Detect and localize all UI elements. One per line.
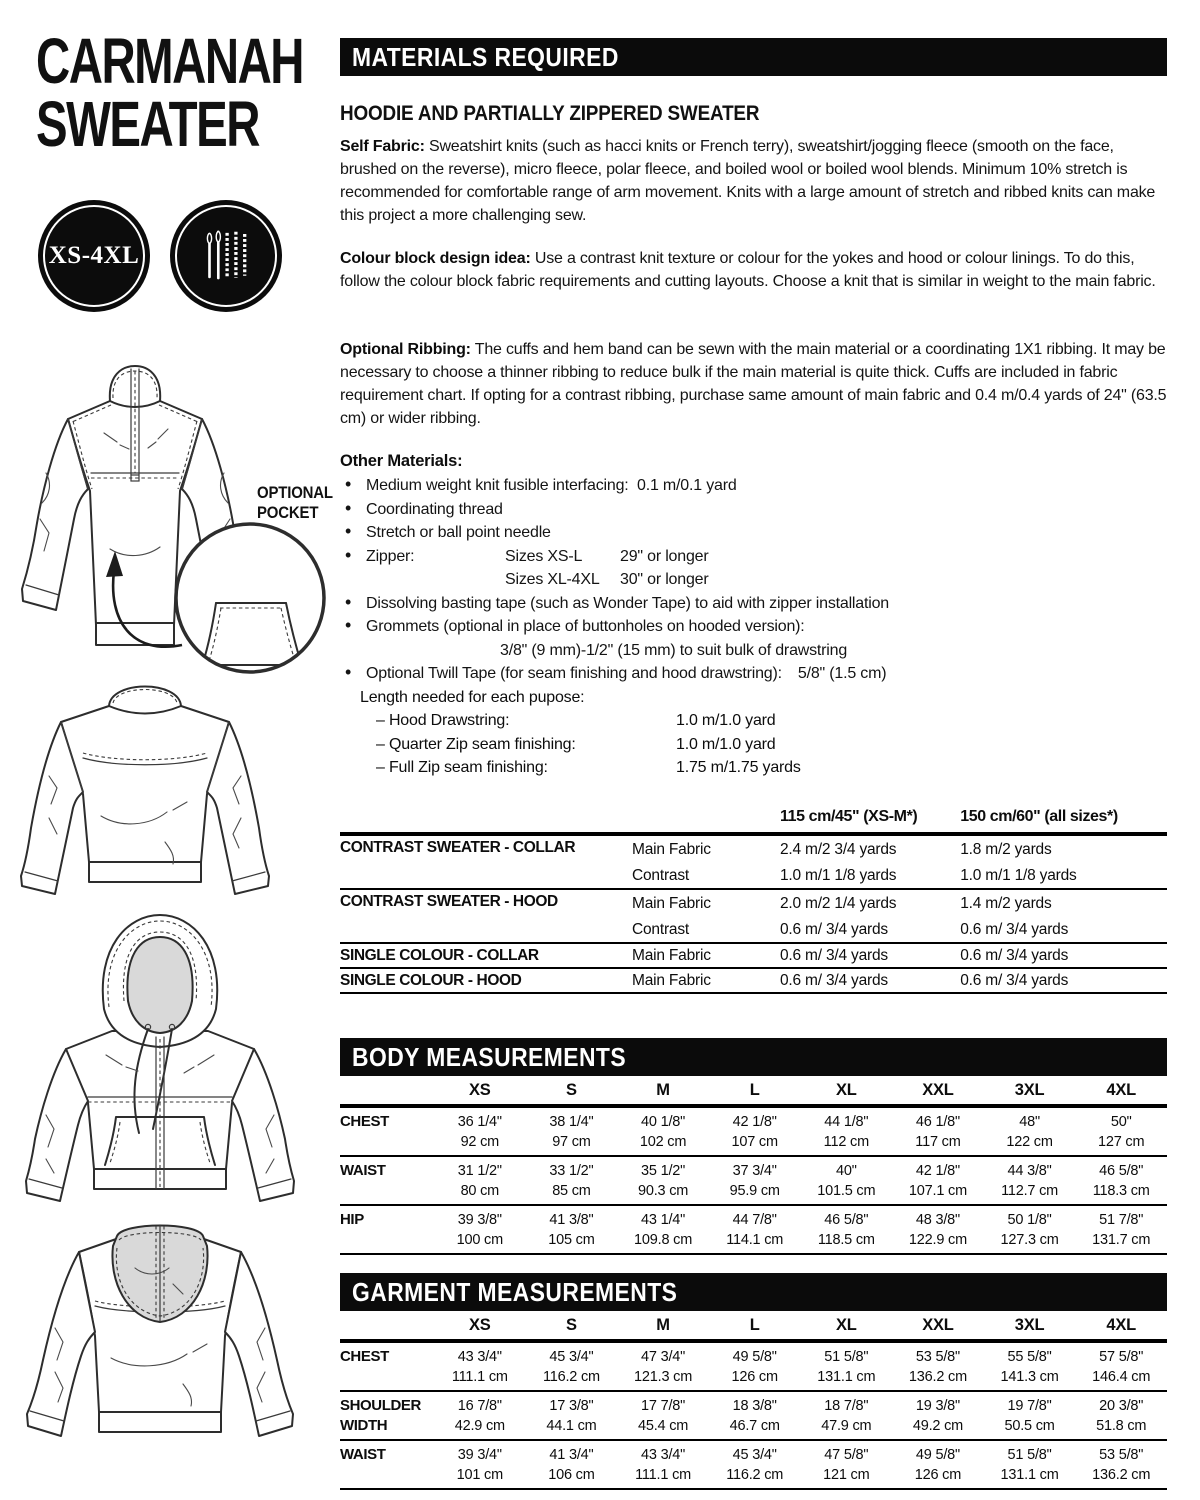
list-item-thread: • Coordinating thread — [340, 498, 1167, 522]
table-row: CONTRAST SWEATER - HOOD Main Fabric 2.0 m/2 1/4 yards 1.4 m/2 yards — [340, 889, 1167, 916]
table-row: SHOULDER WIDTH 16 7/8" 42.9 cm 17 3/8" 44.1 cm 17 7/8" 45.4 cm 18 3/8" 46.7 cm 18 7/8" 47.9 cm 19 3/8" 49.2 cm 19 7/8" 50.5 cm 20 3/8" 51.8 cm — [340, 1391, 1167, 1440]
page-title — [36, 25, 304, 160]
length-note: Length needed for each pupose: — [360, 688, 585, 706]
garment-measurements-table: XS S M L XL XXL 3XL 4XL CHEST 43 3/4" 111.1 cm 45 3/4" 116.2 cm 47 3/4" 121.3 cm 49 5/8" 126 cm 51 5/8" 131.1 cm 53 5/8" 136.2 cm 55 5/8" 141.3 cm 57 5/8" 146.4 cm SHOULDER WIDTH 16 7/8" 42.9 cm 17 3/8" 44.1 cm 17 7/8" 45.4 cm 18 3/8" 46.7 cm 18 7/8" 47.9 cm 19 3/8" 49.2 cm 19 7/8" 50.5 cm 20 3/8" 51.8 cm WAIST 39 3/4" 101 cm 41 3/4" 106 cm 43 3/4" 111.1 cm 45 3/4" 116.2 cm 47 5/8" 121 cm 49 5/8" 126 cm 51 5/8" 131.1 cm 53 5/8" 136.2 cm — [340, 1313, 1167, 1490]
optional-pocket-label: OPTIONAL POCKET — [257, 483, 333, 522]
table-row: CHEST 43 3/4" 111.1 cm 45 3/4" 116.2 cm 47 3/4" 121.3 cm 49 5/8" 126 cm 51 5/8" 131.1 cm 53 5/8" 136.2 cm 55 5/8" 141.3 cm 57 5/8" 146.4 cm — [340, 1341, 1167, 1391]
table-row: SINGLE COLOUR - HOOD Main Fabric 0.6 m/ 3/4 yards 0.6 m/ 3/4 yards — [340, 968, 1167, 993]
body-measurements-header: BODY MEASUREMENTS — [340, 1038, 1167, 1076]
materials-required-header — [340, 38, 1167, 76]
list-item-needle: • Stretch or ball point needle — [340, 521, 1167, 545]
body-measurements-section — [340, 1038, 1167, 1255]
hoodie-back-illustration — [15, 1208, 305, 1453]
materials-required-title: MATERIALS REQUIRED — [352, 41, 619, 72]
sewing-needles-icon — [193, 223, 259, 289]
list-item-interfacing: • Medium weight knit fusible interfacing: 0.1 m/0.1 yard — [340, 474, 1167, 498]
other-materials-heading: Other Materials: — [340, 452, 463, 470]
size-range-label: XS-4XL — [48, 242, 140, 269]
table-row: Contrast 1.0 m/1 1/8 yards 1.0 m/1 1/8 yards — [340, 862, 1167, 889]
size-range-badge — [38, 200, 150, 312]
length-hood-drawstring: – Hood Drawstring: 1.0 m/1.0 yard — [376, 712, 776, 729]
table-row: WAIST 31 1/2" 80 cm 33 1/2" 85 cm 35 1/2" 90.3 cm 37 3/4" 95.9 cm 40" 101.5 cm 42 1/8" 107.1 cm 44 3/8" 112.7 cm 46 5/8" 118.3 cm — [340, 1156, 1167, 1205]
fabric-requirements-section — [340, 808, 1167, 994]
table-row: CONTRAST SWEATER - COLLAR Main Fabric 2.4 m/2 3/4 yards 1.8 m/2 yards — [340, 834, 1167, 862]
self-fabric-paragraph: Self Fabric: Sweatshirt knits (such as hacci knits or French terry), sweatshirt/jogging fleece (smooth on the face, brushed on the reverse), micro fleece, polar fleece, and boiled wool or boiled wool blends. Minimum 10% stretch is recommended for comfortable range of arm movement. Knits with a large amount of stretch and ribbed knits can make this project a more challenging sew. — [340, 138, 1156, 224]
list-item-basting-tape: • Dissolving basting tape (such as Wonder Tape) to aid with zipper installation — [340, 592, 1167, 616]
quarter-zip-back-illustration — [15, 666, 275, 898]
length-full-zip: – Full Zip seam finishing: 1.75 m/1.75 yards — [376, 759, 801, 776]
list-item-grommets: • Grommets (optional in place of buttonholes on hooded version): 3/8" (9 mm)-1/2" (15 mm) to suit bulk of drawstring — [340, 615, 1167, 662]
page-title-line2: SWEATER — [36, 88, 259, 160]
table-row: Contrast 0.6 m/ 3/4 yards 0.6 m/ 3/4 yards — [340, 916, 1167, 943]
fabric-col2-header: 150 cm/60" (all sizes*) — [960, 808, 1167, 834]
badges — [38, 200, 282, 312]
table-row: WAIST 39 3/4" 101 cm 41 3/4" 106 cm 43 3/4" 111.1 cm 45 3/4" 116.2 cm 47 5/8" 121 cm 49 5/8" 126 cm 51 5/8" 131.1 cm 53 5/8" 136.2 cm — [340, 1440, 1167, 1489]
fabric-col1-header: 115 cm/45" (XS-M*) — [780, 808, 960, 834]
table-row: SINGLE COLOUR - COLLAR Main Fabric 0.6 m/ 3/4 yards 0.6 m/ 3/4 yards — [340, 943, 1167, 968]
self-fabric-lead: Self Fabric: — [340, 138, 425, 155]
length-quarter-zip: – Quarter Zip seam finishing: 1.0 m/1.0 yard — [376, 735, 776, 753]
list-item-twill-tape: • Optional Twill Tape (for seam finishing and hood drawstring): 5/8" (1.5 cm) — [340, 662, 1167, 686]
optional-ribbing-paragraph: Optional Ribbing: The cuffs and hem band can be sewn with the main material or a coordinating 1X1 ribbing. It may be necessary to choose a thinner ribbing to reduce bulk if the main material is quite thick. Cuffs are included in fabric requirement chart. If opting for a contrast ribbing, purchase same amount of main fabric and 0.4 m/0.4 yards of 24" (63.5 cm) or wider ribbing. — [340, 341, 1167, 427]
other-materials-list — [340, 474, 1167, 686]
hoodie-front-illustration — [20, 905, 300, 1205]
other-materials-section — [340, 452, 1167, 780]
fabric-requirements-table — [340, 808, 1167, 994]
garment-measurements-header: GARMENT MEASUREMENTS — [340, 1273, 1167, 1311]
table-row: CHEST 36 1/4" 92 cm 38 1/4" 97 cm 40 1/8" 102 cm 42 1/8" 107 cm 44 1/8" 112 cm 46 1/8" 117 cm 48" 122 cm 50" 127 cm — [340, 1106, 1167, 1156]
list-item-zipper: • Zipper: Sizes XS-L 29" or longer Sizes XL-4XL 30" or longer — [340, 545, 1167, 592]
page-title-line1: CARMANAH — [36, 25, 304, 97]
colour-block-lead: Colour block design idea: — [340, 250, 531, 267]
body-measurements-table: XS S M L XL XXL 3XL 4XL CHEST 36 1/4" 92 cm 38 1/4" 97 cm 40 1/8" 102 cm 42 1/8" 107 cm 44 1/8" 112 cm 46 1/8" 117 cm 48" 122 cm 50" 127 cm WAIST 31 1/2" 80 cm 33 1/2" 85 cm 35 1/2" 90.3 cm 37 3/4" 95.9 cm 40" 101.5 cm 42 1/8" 107.1 cm 44 3/8" 112.7 cm 46 5/8" 118.3 cm HIP 39 3/8" 100 cm 41 3/8" 105 cm 43 1/4" 109.8 cm 44 7/8" 114.1 cm 46 5/8" 118.5 cm 48 3/8" 122.9 cm 50 1/8" 127.3 cm 51 7/8" 131.7 cm — [340, 1078, 1167, 1255]
table-row: HIP 39 3/8" 100 cm 41 3/8" 105 cm 43 1/4" 109.8 cm 44 7/8" 114.1 cm 46 5/8" 118.5 cm 48 3/8" 122.9 cm 50 1/8" 127.3 cm 51 7/8" 131.7 cm — [340, 1205, 1167, 1254]
garment-measurements-section — [340, 1273, 1167, 1490]
section-subheader: HOODIE AND PARTIALLY ZIPPERED SWEATER — [340, 102, 760, 125]
colour-block-paragraph: Colour block design idea: Use a contrast knit texture or colour for the yokes and hood or colour linings. To do this, follow the colour block fabric requirements and cutting layouts. Choose a knit that is similar in weight to the main fabric. — [340, 250, 1156, 290]
needles-badge — [170, 200, 282, 312]
optional-ribbing-lead: Optional Ribbing: — [340, 341, 471, 358]
